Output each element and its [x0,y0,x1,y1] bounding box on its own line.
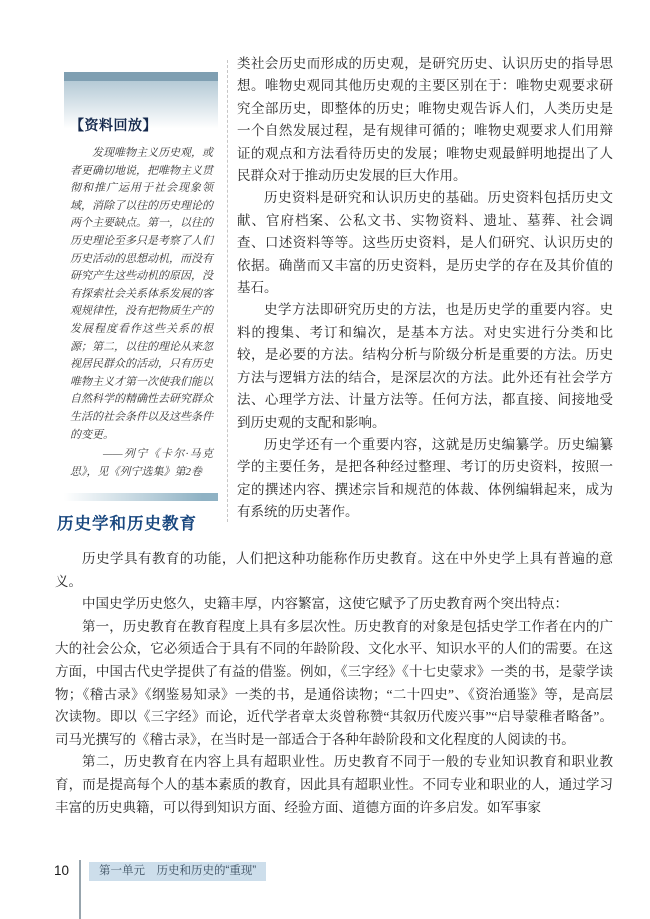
section-heading: 历史学和历史教育 [57,515,197,533]
page-footer [0,860,650,919]
box-header-gradient [64,81,218,137]
quote-paragraph: 发现唯物主义历史观，或者更确切地说，把唯物主义贯彻和推广运用于社会现象领域，消除了以往的历史理论的两个主要缺点。第一，以往的历史理论至多只是考察了人们历史活动的思想动机，而没有研究产生这些动机的原因，没有探索社会关系体系发展的客观规律性，没有把物质生产的发展程度看作这些关系的根源；第二，以往的理论从来忽视居民群众的活动，只有历史唯物主义才第一次使我们能以自然科学的精确性去研究群众生活的社会条件以及这些条件的变更。 [70,147,213,441]
page-number: 10 [54,863,70,878]
paragraph: 中国史学历史悠久，史籍丰厚，内容繁富，这使它赋予了历史教育两个突出特点： [82,596,568,612]
box-body [64,137,218,444]
paragraph: 第二，历史教育在内容上具有超职业性。历史教育不同于一般的专业知识教育和职业教育，而是提高每个人的基本素质的教育，因此具有超职业性。不同专业和职业的人，通过学习丰富的历史典籍，可以得到知识方面、经验方面、道德方面的许多启发。如军事家 [55,754,613,815]
paragraph: 历史学具有教育的功能，人们把这种功能称作历史教育。这在中外史学上具有普遍的意义。 [55,551,613,589]
paragraph: 历史资料是研究和认识历史的基础。历史资料包括历史文献、官府档案、公私文书、实物资料、遗址、墓葬、社会调查、口述资料等等。这些历史资料，是人们研究、认识历史的依据。确凿而又丰富的历史资料，是历史学的存在及其价值的基石。 [237,190,613,296]
box-title: 【资料回放】 [70,117,157,133]
paragraph: 历史学还有一个重要内容，这就是历史编纂学。历史编纂学的主要任务，是把各种经过整理、考订的历史资料，按照一定的撰述内容、撰述宗旨和规范的体裁、体例编辑起来，成为有系统的历史著作。 [237,436,613,520]
paragraph: 类社会历史而形成的历史观，是研究历史、认识历史的指导思想。唯物史观同其他历史观的主要区别在于：唯物史观要求研究全部历史，即整体的历史；唯物史观告诉人们，人类历史是一个自然发展过程，是有规律可循的；唯物史观要求人们用辩证的观点和方法看待历史的发展；唯物史观最鲜明地提出了人民群众对于推动历史发展的巨大作用。 [237,56,613,184]
paragraph: 第一，历史教育在教育程度上具有多层次性。历史教育的对象是包括史学工作者在内的广大的社会公众，它必须适合于具有不同的年龄阶段、文化水平、知识水平的人们的需要。在这方面，中国古代史学提供了有益的借鉴。例如，《三字经》《十七史蒙求》一类的书，是蒙学读物；《稽古录》《纲鉴易知录》一类的书，是通俗读物；“二十四史”、《资治通鉴》等，是高层次读物。即以《三字经》而论，近代学者章太炎曾称赞“其叙历代废兴事”“启导蒙稚者略备”。司马光撰写的《稽古录》，在当时是一部适合于各种年龄阶段和文化程度的人阅读的书。 [55,618,613,747]
box-top-bar [64,72,218,81]
footer-divider-line [79,860,81,919]
material-replay-box [64,72,218,501]
paragraph: 史学方法即研究历史的方法，也是历史学的重要内容。史料的搜集、考订和编次，是基本方法。对史实进行分类和比较，是必要的方法。结构分析与阶级分析是重要的方法。历史方法与逻辑方法的结合，是深层次的方法。此外还有社会学方法、心理学方法、计量方法等。任何方法，都直接、间接地受到历史观的支配和影响。 [237,302,613,430]
section-text [55,548,613,819]
column-divider [227,60,228,522]
quote-citation: ——列宁《卡尔·马克思》，见《列宁选集》第2卷 [70,448,213,478]
unit-label: 第一单元 历史和历史的“重现” [89,862,266,881]
box-bottom-bar [64,493,218,501]
main-text-column [237,53,613,524]
